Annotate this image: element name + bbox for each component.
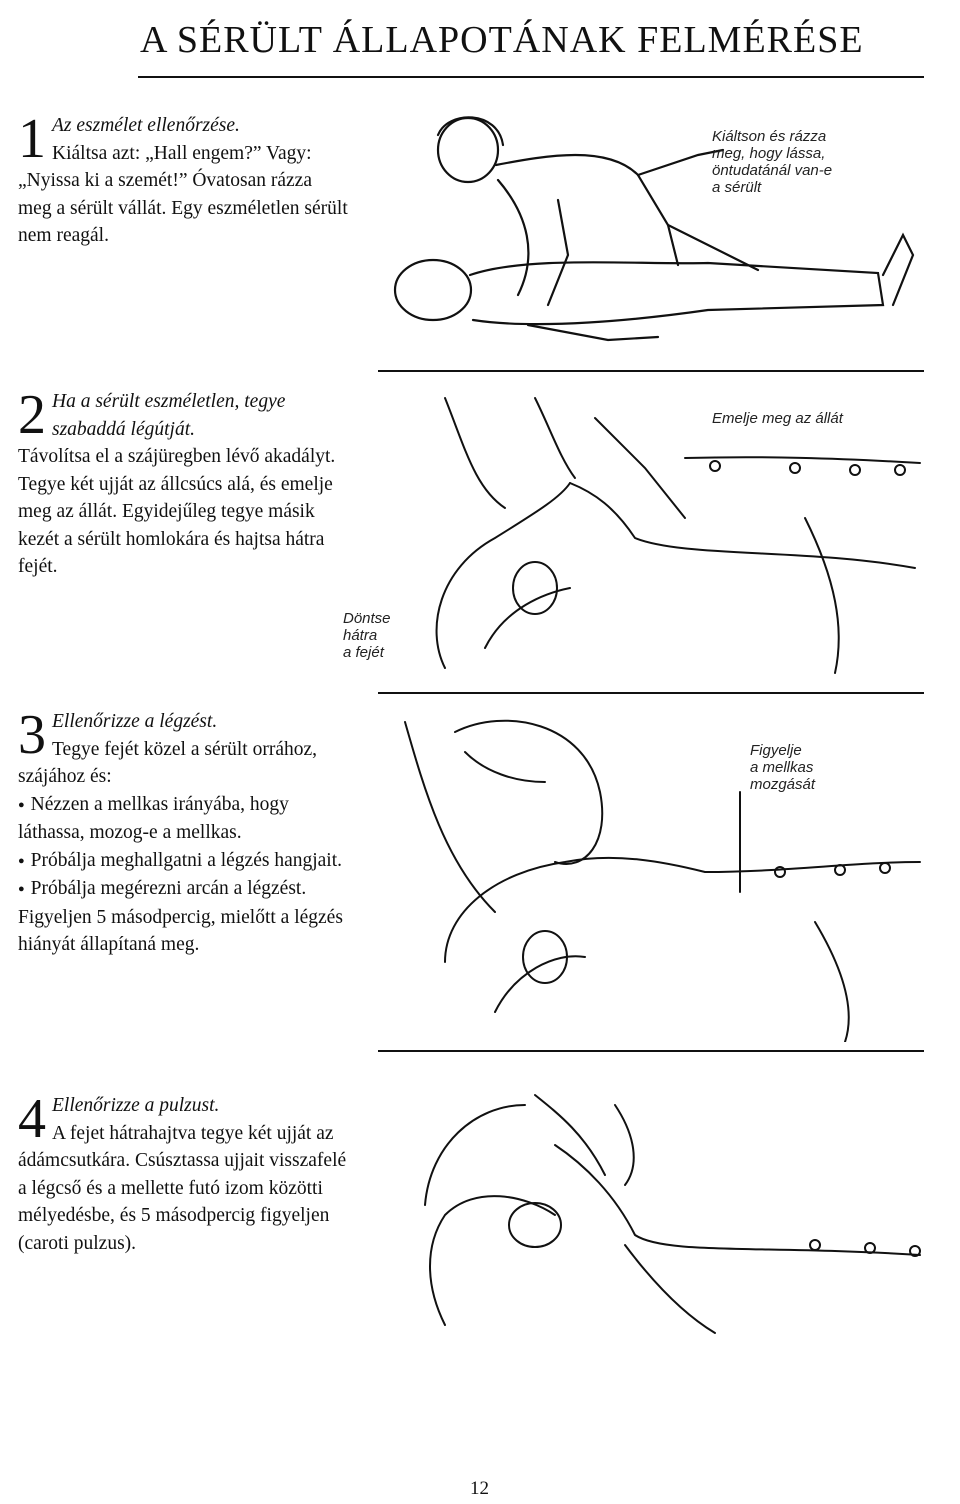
step-heading: Ellenőrizze a pulzust. xyxy=(52,1095,220,1116)
illustration-shake-victim xyxy=(378,105,918,355)
step-1-caption: Kiáltson és rázza meg, hogy lássa, öntudatánál van-e a sérült xyxy=(712,128,833,196)
step-heading: Ellenőrizze a légzést. xyxy=(52,711,218,732)
step-divider xyxy=(378,370,924,372)
step-body: A fejet hátrahajtva tegye két ujját az ádámcsutkára. Csúsztassa ujjait visszafelé a légcső és a mellette futó izom közötti mélyedésbe, és 5 másodpercig figyeljen (caroti pulzus). xyxy=(18,1122,347,1254)
bullet-item: ● Próbálja meghallgatni a légzés hangjait. xyxy=(18,847,348,876)
step-3-text xyxy=(18,704,348,959)
illustration-open-airway xyxy=(385,388,925,678)
step-number: 4 xyxy=(18,1088,46,1150)
step-2-caption-chin: Emelje meg az állát xyxy=(712,410,843,427)
step-body: Kiáltsa azt: „Hall engem?” Vagy: „Nyissa ki a szemét!” Óvatosan rázza meg a sérült vállát. Egy eszméletlen sérült nem reagál. xyxy=(18,142,348,246)
step-footer: Figyeljen 5 másodpercig, mielőtt a légzés hiányát állapítaná meg. xyxy=(18,906,343,955)
step-heading: Az eszmélet ellenőrzése. xyxy=(52,115,240,136)
step-divider xyxy=(378,1050,924,1052)
bullet-item: ● Próbálja megérezni arcán a légzést. xyxy=(18,875,348,904)
step-number: 2 xyxy=(18,384,46,446)
step-heading: Ha a sérült eszméletlen, tegye szabaddá légútját. xyxy=(52,391,286,440)
page-title: A SÉRÜLT ÁLLAPOTÁNAK FELMÉRÉSE xyxy=(140,19,864,61)
illustration-check-breathing xyxy=(385,712,925,1042)
step-1-text xyxy=(18,108,348,250)
title-divider xyxy=(138,76,924,78)
page-number: 12 xyxy=(470,1478,489,1499)
bullet-item: ● Nézzen a mellkas irányába, hogy láthassa, mozog-e a mellkas. xyxy=(18,791,348,847)
step-2-text xyxy=(18,384,348,581)
step-body: Tegye fejét közel a sérült orrához, szájához és: xyxy=(18,738,318,787)
step-divider xyxy=(378,692,924,694)
step-3-caption: Figyelje a mellkas mozgását xyxy=(750,742,816,793)
step-number: 1 xyxy=(18,108,46,170)
step-2-caption-head: Döntse hátra a fejét xyxy=(343,610,391,661)
step-number: 3 xyxy=(18,704,46,766)
illustration-check-pulse xyxy=(385,1085,925,1335)
step-4-text xyxy=(18,1088,348,1257)
step-body: Távolítsa el a szájüregben lévő akadályt. Tegye két ujját az állcsúcs alá, és emelje meg az állát. Egyidejűleg tegye másik kezét a sérült homlokára és hajtsa hátra fejét. xyxy=(18,446,336,577)
